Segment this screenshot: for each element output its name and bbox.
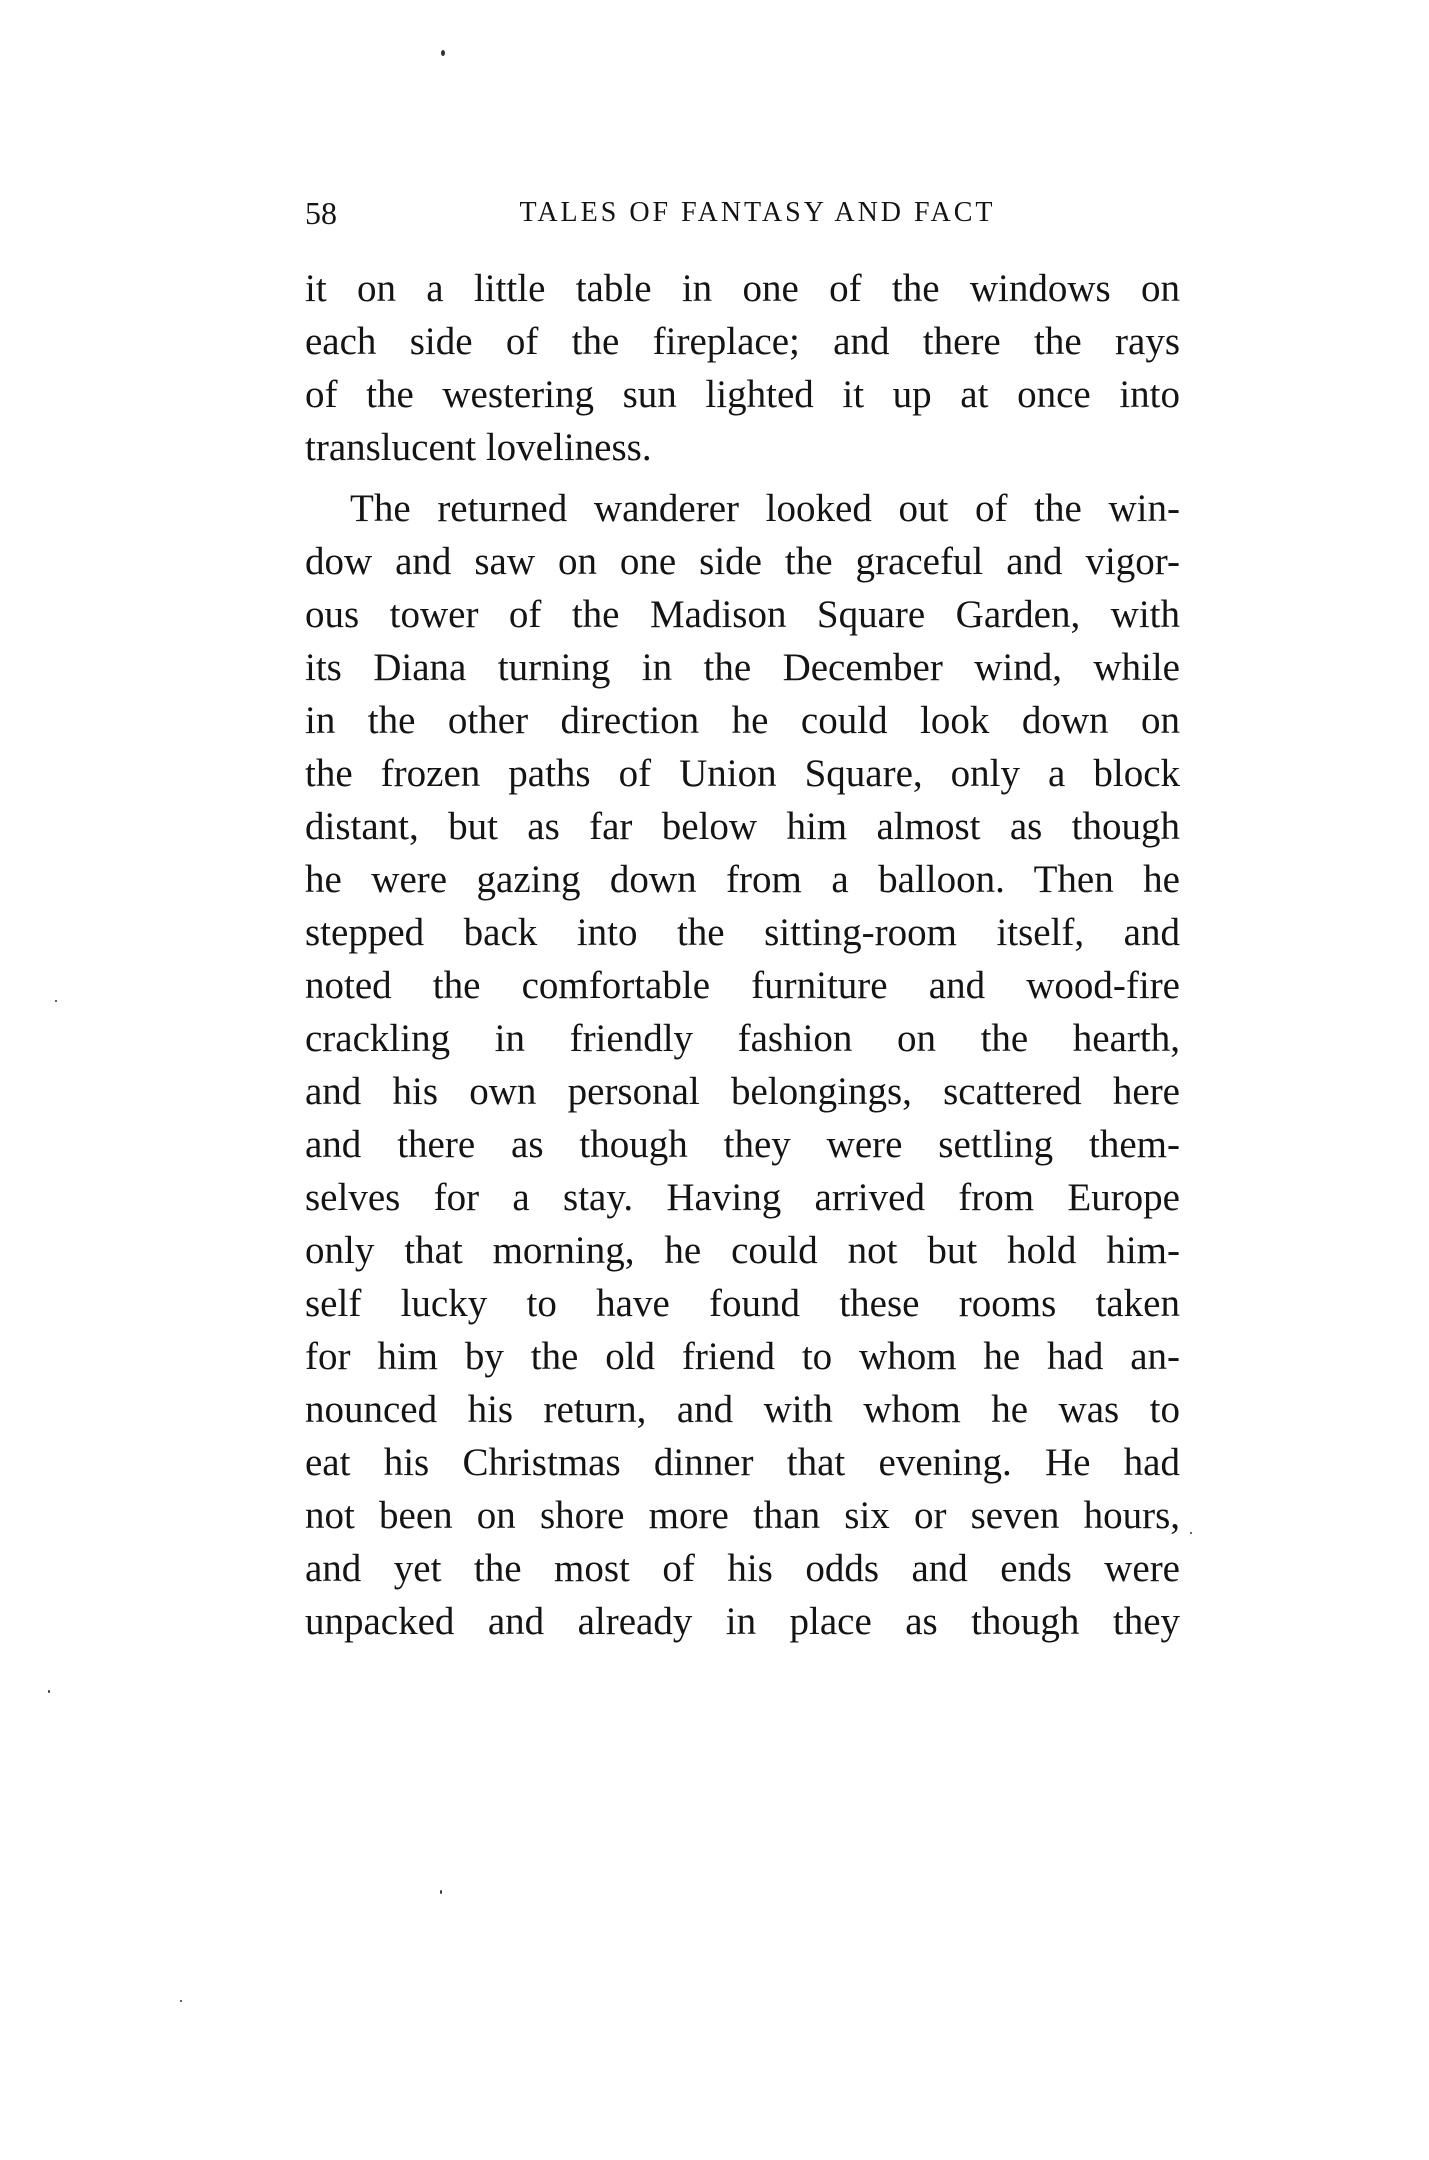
text-line: each side of the fireplace; and there the rays bbox=[305, 320, 1180, 363]
text-line: distant, but as far below him almost as though bbox=[305, 805, 1180, 848]
text-line: and his own personal belongings, scattered here bbox=[305, 1070, 1180, 1113]
text-line: self lucky to have found these rooms taken bbox=[305, 1282, 1180, 1325]
text-line: eat his Christmas dinner that evening. He had bbox=[305, 1441, 1180, 1484]
text-line: unpacked and already in place as though they bbox=[305, 1600, 1180, 1643]
text-line: he were gazing down from a balloon. Then he bbox=[305, 858, 1180, 901]
scan-speck bbox=[180, 2000, 182, 2002]
text-line: and there as though they were settling them- bbox=[305, 1123, 1180, 1166]
scan-speck bbox=[440, 1890, 442, 1894]
text-line: it on a little table in one of the windows on bbox=[305, 267, 1180, 310]
text-line: stepped back into the sitting-room itself, and bbox=[305, 911, 1180, 954]
text-line: The returned wanderer looked out of the win- bbox=[350, 487, 1180, 530]
text-line: ous tower of the Madison Square Garden, with bbox=[305, 593, 1180, 636]
text-line: dow and saw on one side the graceful and vigor- bbox=[305, 540, 1180, 583]
text-line: its Diana turning in the December wind, while bbox=[305, 646, 1180, 689]
text-line: and yet the most of his odds and ends were bbox=[305, 1547, 1180, 1590]
text-line: only that morning, he could not but hold him- bbox=[305, 1229, 1180, 1272]
text-line: crackling in friendly fashion on the hearth, bbox=[305, 1017, 1180, 1060]
paragraph-1 bbox=[305, 262, 1180, 474]
scan-speck bbox=[55, 1000, 57, 1002]
running-title: TALES OF FANTASY AND FACT bbox=[519, 197, 996, 228]
page-number: 58 bbox=[305, 195, 337, 231]
text-line: selves for a stay. Having arrived from Europe bbox=[305, 1176, 1180, 1219]
paragraph-gap bbox=[305, 474, 1180, 482]
text-line: nounced his return, and with whom he was to bbox=[305, 1388, 1180, 1431]
text-line: not been on shore more than six or seven hours, bbox=[305, 1494, 1180, 1537]
running-head bbox=[305, 188, 1180, 238]
text-line: noted the comfortable furniture and wood-fire bbox=[305, 964, 1180, 1007]
text-line: in the other direction he could look down on bbox=[305, 699, 1180, 742]
text-line: of the westering sun lighted it up at once into bbox=[305, 373, 1180, 416]
text-line: the frozen paths of Union Square, only a block bbox=[305, 752, 1180, 795]
text-line: for him by the old friend to whom he had an- bbox=[305, 1335, 1180, 1378]
scan-speck bbox=[441, 50, 445, 56]
scan-speck bbox=[1190, 1532, 1192, 1534]
body-text bbox=[305, 262, 1180, 1648]
text-line: translucent loveliness. bbox=[305, 426, 652, 469]
paragraph-2 bbox=[305, 482, 1180, 1648]
scan-speck bbox=[48, 1690, 50, 1693]
